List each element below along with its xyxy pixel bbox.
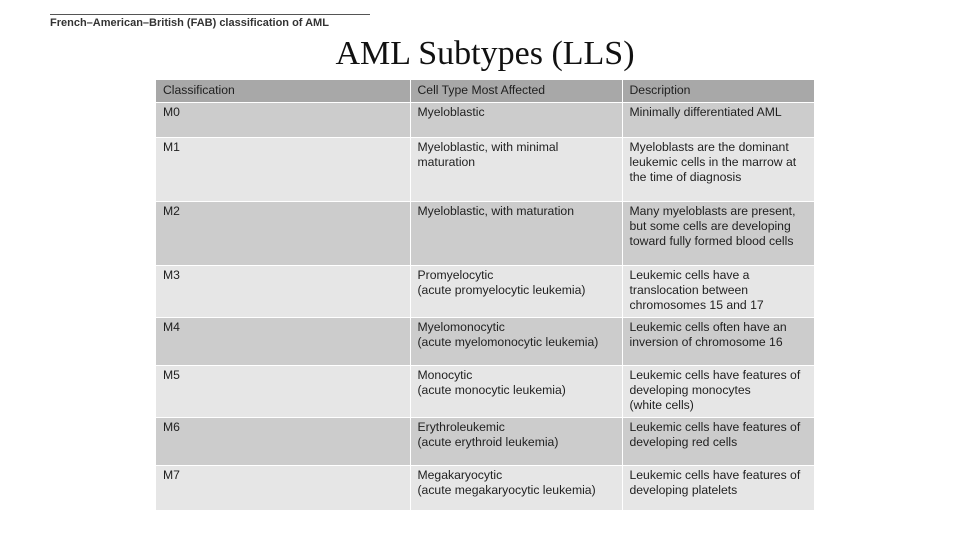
table-row: [156, 103, 814, 138]
table-row: [156, 466, 814, 511]
cell-type-cell: Promyelocytic (acute promyelocytic leukemia): [410, 266, 622, 318]
page-title: AML Subtypes (LLS): [335, 35, 635, 72]
description-cell: Leukemic cells often have an inversion of chromosome 16: [622, 318, 814, 366]
classification-cell: M7: [156, 466, 410, 511]
fab-caption: French–American–British (FAB) classification of AML: [50, 14, 370, 29]
aml-subtypes-table: [156, 80, 814, 511]
description-cell: Minimally differentiated AML: [622, 103, 814, 138]
table-row: [156, 266, 814, 318]
table-row: [156, 138, 814, 202]
classification-cell: M4: [156, 318, 410, 366]
column-header-description: Description: [622, 80, 814, 103]
classification-cell: M0: [156, 103, 410, 138]
column-header-classification: Classification: [156, 80, 410, 103]
table-row: [156, 418, 814, 466]
description-cell: Leukemic cells have features of developing platelets: [622, 466, 814, 511]
description-cell: Leukemic cells have a translocation between chromosomes 15 and 17: [622, 266, 814, 318]
column-header-cell-type: Cell Type Most Affected: [410, 80, 622, 103]
table-header: [156, 80, 814, 103]
classification-cell: M2: [156, 202, 410, 266]
description-cell: Myeloblasts are the dominant leukemic cells in the marrow at the time of diagnosis: [622, 138, 814, 202]
cell-type-cell: Erythroleukemic (acute erythroid leukemia): [410, 418, 622, 466]
cell-type-cell: Myeloblastic, with minimal maturation: [410, 138, 622, 202]
classification-cell: M6: [156, 418, 410, 466]
cell-type-cell: Myeloblastic, with maturation: [410, 202, 622, 266]
cell-type-cell: Megakaryocytic (acute megakaryocytic leukemia): [410, 466, 622, 511]
table-header-row: [156, 80, 814, 103]
classification-cell: M5: [156, 366, 410, 418]
description-cell: Leukemic cells have features of developing monocytes (white cells): [622, 366, 814, 418]
classification-cell: M3: [156, 266, 410, 318]
table-row: [156, 202, 814, 266]
cell-type-cell: Myelomonocytic (acute myelomonocytic leukemia): [410, 318, 622, 366]
table-body: [156, 103, 814, 511]
description-cell: Leukemic cells have features of developing red cells: [622, 418, 814, 466]
cell-type-cell: Monocytic (acute monocytic leukemia): [410, 366, 622, 418]
table-row: [156, 366, 814, 418]
table-row: [156, 318, 814, 366]
cell-type-cell: Myeloblastic: [410, 103, 622, 138]
description-cell: Many myeloblasts are present, but some cells are developing toward fully formed blood cells: [622, 202, 814, 266]
classification-cell: M1: [156, 138, 410, 202]
